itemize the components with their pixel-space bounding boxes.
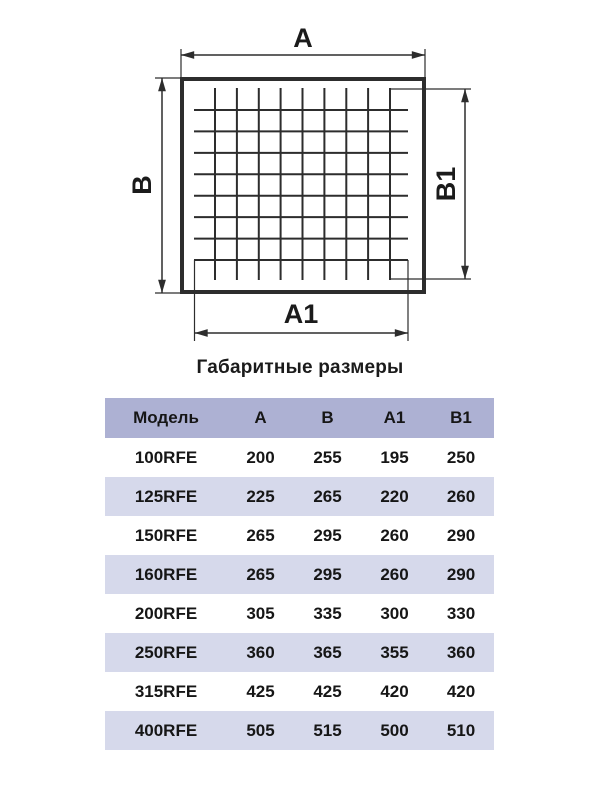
cell-a1: 260: [361, 516, 428, 555]
cell-model: 125RFE: [105, 477, 227, 516]
cell-b: 365: [294, 633, 361, 672]
cell-model: 200RFE: [105, 594, 227, 633]
cell-b1: 420: [428, 672, 494, 711]
cell-a: 360: [227, 633, 294, 672]
cell-b: 295: [294, 555, 361, 594]
cell-b: 335: [294, 594, 361, 633]
table-row: [105, 516, 494, 555]
cell-b1: 260: [428, 477, 494, 516]
cell-b: 425: [294, 672, 361, 711]
cell-a1: 260: [361, 555, 428, 594]
cell-model: 315RFE: [105, 672, 227, 711]
dimension-label-a: A: [293, 23, 313, 53]
cell-a1: 420: [361, 672, 428, 711]
cell-b1: 360: [428, 633, 494, 672]
grille-grid-vertical: [215, 88, 390, 280]
cell-a: 265: [227, 516, 294, 555]
table-header-row: [105, 398, 494, 438]
cell-b1: 510: [428, 711, 494, 750]
cell-b1: 290: [428, 516, 494, 555]
column-header-model: Модель: [105, 398, 227, 438]
table-row: [105, 555, 494, 594]
column-header-b1: B1: [428, 398, 494, 438]
grille-grid-horizontal: [194, 110, 408, 260]
cell-a: 305: [227, 594, 294, 633]
table-row: [105, 438, 494, 477]
column-header-b: B: [294, 398, 361, 438]
cell-a: 225: [227, 477, 294, 516]
cell-b: 255: [294, 438, 361, 477]
table-row: [105, 672, 494, 711]
cell-model: 100RFE: [105, 438, 227, 477]
cell-a1: 195: [361, 438, 428, 477]
dimension-diagram: [0, 0, 600, 352]
cell-b1: 330: [428, 594, 494, 633]
cell-b1: 250: [428, 438, 494, 477]
cell-b: 265: [294, 477, 361, 516]
dimension-label-a1: A1: [283, 299, 319, 329]
cell-model: 160RFE: [105, 555, 227, 594]
table-row: [105, 477, 494, 516]
column-header-a: A: [227, 398, 294, 438]
cell-a1: 355: [361, 633, 428, 672]
cell-a: 505: [227, 711, 294, 750]
cell-a1: 500: [361, 711, 428, 750]
cell-a: 265: [227, 555, 294, 594]
dimension-label-b: B: [127, 175, 157, 195]
table-row: [105, 711, 494, 750]
cell-b1: 290: [428, 555, 494, 594]
dimension-label-b1: B1: [431, 166, 461, 202]
table-row: [105, 594, 494, 633]
cell-a: 200: [227, 438, 294, 477]
section-title: Габаритные размеры: [196, 357, 404, 378]
cell-a1: 300: [361, 594, 428, 633]
cell-a1: 220: [361, 477, 428, 516]
cell-b: 515: [294, 711, 361, 750]
cell-b: 295: [294, 516, 361, 555]
cell-model: 150RFE: [105, 516, 227, 555]
cell-a: 425: [227, 672, 294, 711]
column-header-a1: A1: [361, 398, 428, 438]
cell-model: 250RFE: [105, 633, 227, 672]
cell-model: 400RFE: [105, 711, 227, 750]
table-row: [105, 633, 494, 672]
dimensions-table: [105, 398, 494, 750]
